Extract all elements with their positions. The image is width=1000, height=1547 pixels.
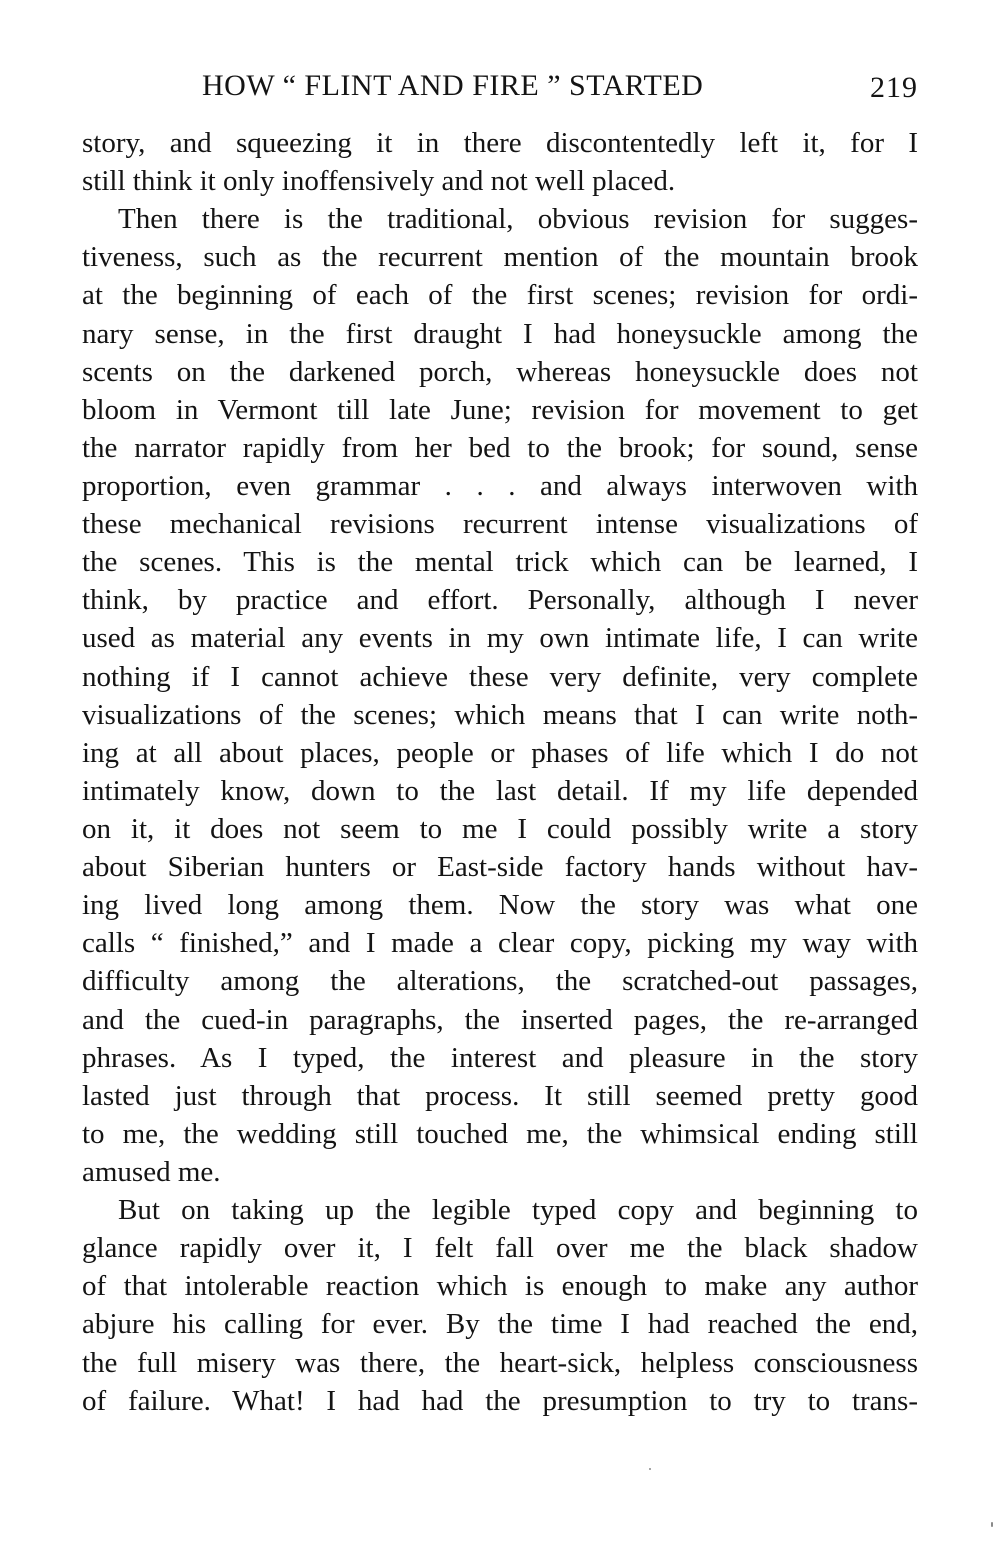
text-line: the scenes. This is the mental trick which can be learned, I bbox=[82, 546, 918, 579]
text-line: on it, it does not seem to me I could possibly write a story bbox=[82, 812, 918, 845]
paragraph bbox=[82, 200, 918, 1191]
text-line: proportion, even grammar . . . and always interwoven with bbox=[82, 469, 918, 502]
body-text bbox=[82, 124, 918, 1420]
running-title: HOW “ FLINT AND FIRE ” STARTED bbox=[202, 69, 704, 102]
text-line: scents on the darkened porch, whereas honeysuckle does not bbox=[82, 355, 918, 388]
text-line: of failure. What! I had had the presumption to try to trans- bbox=[82, 1384, 918, 1417]
page-number: 219 bbox=[870, 71, 918, 104]
text-line: the narrator rapidly from her bed to the brook; for sound, sense bbox=[82, 431, 918, 464]
paper-speck bbox=[991, 1522, 993, 1527]
paper-speck bbox=[649, 1468, 651, 1470]
text-line: used as material any events in my own intimate life, I can write bbox=[82, 622, 918, 655]
text-line: intimately know, down to the last detail. If my life depended bbox=[82, 774, 918, 807]
text-line: to me, the wedding still touched me, the whimsical ending still bbox=[82, 1117, 918, 1150]
text-line: phrases. As I typed, the interest and pleasure in the story bbox=[82, 1041, 918, 1074]
text-line: bloom in Vermont till late June; revision for movement to get bbox=[82, 393, 918, 426]
text-line: ing lived long among them. Now the story was what one bbox=[82, 889, 918, 922]
text-line: and the cued-in paragraphs, the inserted pages, the re-arranged bbox=[82, 1003, 918, 1036]
text-line: still think it only inoffensively and not well placed. bbox=[82, 165, 676, 198]
text-line: at the beginning of each of the first scenes; revision for ordi- bbox=[82, 279, 918, 312]
running-head bbox=[82, 66, 918, 106]
text-line: difficulty among the alterations, the scratched-out passages, bbox=[82, 965, 918, 998]
text-line: glance rapidly over it, I felt fall over me the black shadow bbox=[82, 1232, 918, 1265]
text-line: lasted just through that process. It still seemed pretty good bbox=[82, 1079, 918, 1112]
text-line: amused me. bbox=[82, 1155, 221, 1188]
text-line: Then there is the traditional, obvious revision for sugges- bbox=[118, 203, 918, 236]
paragraph bbox=[82, 1191, 918, 1420]
paragraph bbox=[82, 124, 918, 200]
text-line: tiveness, such as the recurrent mention of the mountain brook bbox=[82, 241, 918, 274]
text-line: think, by practice and effort. Personally, although I never bbox=[82, 584, 918, 617]
text-line: the full misery was there, the heart-sick, helpless consciousness bbox=[82, 1346, 918, 1379]
text-line: ing at all about places, people or phases of life which I do not bbox=[82, 736, 918, 769]
text-line: nothing if I cannot achieve these very definite, very complete bbox=[82, 660, 918, 693]
text-line: abjure his calling for ever. By the time I had reached the end, bbox=[82, 1308, 918, 1341]
text-line: about Siberian hunters or East-side factory hands without hav- bbox=[82, 851, 918, 884]
text-line: visualizations of the scenes; which means that I can write noth- bbox=[82, 698, 918, 731]
text-line: of that intolerable reaction which is enough to make any author bbox=[82, 1270, 918, 1303]
text-line: story, and squeezing it in there discontentedly left it, for I bbox=[82, 127, 918, 159]
text-line: these mechanical revisions recurrent intense visualizations of bbox=[82, 508, 918, 541]
text-line: But on taking up the legible typed copy and beginning to bbox=[118, 1194, 918, 1227]
text-line: calls “ finished,” and I made a clear copy, picking my way with bbox=[82, 927, 918, 960]
text-line: nary sense, in the first draught I had honeysuckle among the bbox=[82, 317, 918, 350]
